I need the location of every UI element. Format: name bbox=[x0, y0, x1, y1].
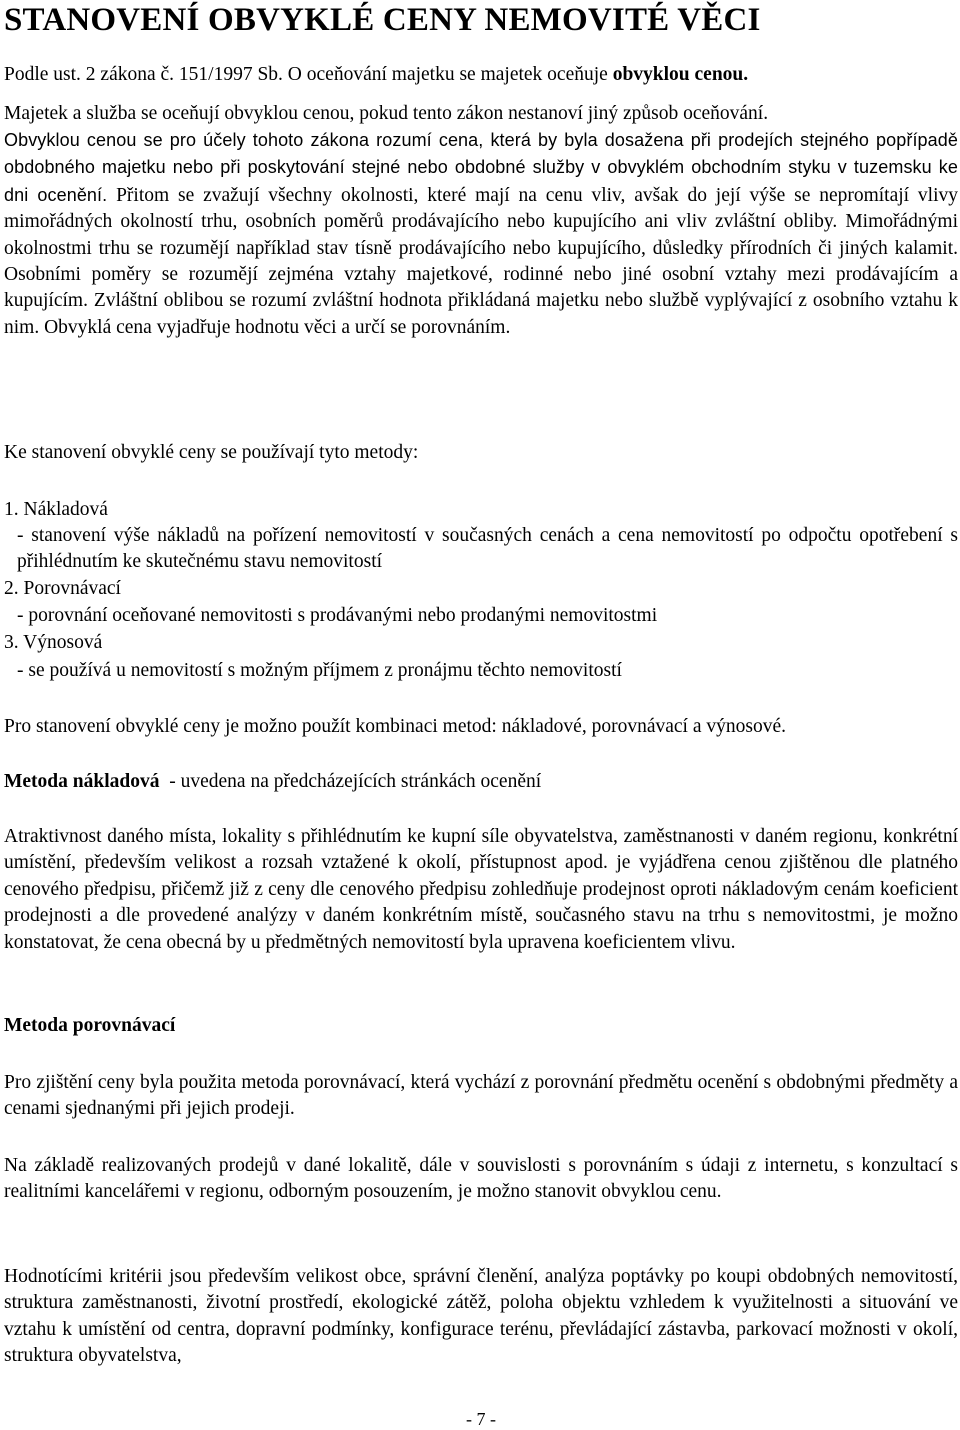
method-2-name: 2. Porovnávací bbox=[4, 578, 121, 599]
methods-intro: Ke stanovení obvyklé ceny se používají tyto metody: bbox=[4, 442, 419, 463]
comparative-paragraph-2: Na základě realizovaných prodejů v dané lokalitě, dále v souvislosti s porovnáním s údaji z internetu, s konzultací s realitními kancelářemi v regionu, odborným posouzením, je možno stanovit obvyklou cenu. bbox=[4, 1155, 958, 1203]
intro-line-1-bold: obvyklou cenou. bbox=[612, 64, 749, 85]
cost-method-note: - uvedena na předcházejících stránkách ocenění bbox=[159, 771, 542, 792]
intro-line-1-text: Podle ust. 2 zákona č. 151/1997 Sb. O oceňování majetku se majetek oceňuje bbox=[4, 64, 613, 85]
cost-method-paragraph: Atraktivnost daného místa, lokality s přihlédnutím ke kupní síle obyvatelstva, zaměstnanosti v daném regionu, konkrétní umístění, především velikost a rozsah vztažené k okolí, přístupnost apod. je vyjádřena cenou zjištěnou dle platného cenového předpisu, přičemž již z ceny dle cenového předpisu zohledňuje prodejnost oproti nákladovým cenám koeficient prodejnosti a dle provedené analýzy v daném konkrétním místě, současného stavu na trhu s nemovitostmi, je možno konstatovat, že cena obecná by u předmětných nemovitostí byla upravena koeficientem vlivu. bbox=[4, 826, 958, 953]
document-title: STANOVENÍ OBVYKLÉ CENY NEMOVITÉ VĚCI bbox=[4, 2, 761, 38]
method-3-name: 3. Výnosová bbox=[4, 632, 103, 653]
comparative-paragraph-3: Hodnotícími kritérii jsou především velikost obce, správní členění, analýza poptávky po koupi obdobných nemovitostí, struktura zaměstnanosti, životní prostředí, ekologické zátěž, poloha objektu vzhledem k využitelnosti a situování ve vztahu k umístění od centra, dopravní podmínky, konfigurace terénu, převládající zástavba, parkovací možnosti v okolí, struktura obyvatelstva, bbox=[4, 1266, 958, 1367]
method-1-desc: - stanovení výše nákladů na pořízení nemovitostí v současných cenách a cena nemovitostí po odpočtu opotřebení s přihlédnutím ke skutečnému stavu nemovitostí bbox=[17, 525, 958, 573]
comparative-paragraph-1: Pro zjištění ceny byla použita metoda porovnávací, která vychází z porovnání předmětu ocenění s obdobnými předměty a cenami sjednanými při jejich prodeji. bbox=[4, 1072, 958, 1120]
cost-method-heading: Metoda nákladová bbox=[4, 771, 160, 792]
intro-line-1 bbox=[4, 62, 958, 88]
page-number: - 7 - bbox=[466, 1409, 496, 1429]
method-2-desc: - porovnání oceňované nemovitosti s prodávanými nebo prodanými nemovitostmi bbox=[17, 605, 658, 626]
definition-sans-text: Obvyklou cenou se pro účely tohoto zákona rozumí cena, která by byla dosažena při prodejích stejného popřípadě obdobného majetku nebo při poskytování stejné nebo obdobné služby v obvyklém obchodním styku v tuzemsku ke dni ocenění. bbox=[4, 130, 958, 205]
comparative-method-heading bbox=[4, 1013, 958, 1039]
combination-text: Pro stanovení obvyklé ceny je možno použít kombinaci metod: nákladové, porovnávací a výnosové. bbox=[4, 716, 786, 737]
intro-line-2: Majetek a služba se oceňují obvyklou cenou, pokud tento zákon nestanoví jiný způsob oceňování. bbox=[4, 103, 769, 124]
comparative-method-heading-text: Metoda porovnávací bbox=[4, 1015, 176, 1036]
cost-method-heading-line bbox=[4, 769, 958, 795]
intro-definition-paragraph bbox=[4, 127, 958, 341]
definition-serif-text: Přitom se zvažují všechny okolnosti, které mají na cenu vliv, avšak do její výše se nepromítají vlivy mimořádných okolností trhu, osobních poměrů prodávajícího nebo kupujícího ani vliv zvláštní obliby. Mimořádnými okolnostmi trhu se rozumějí například stav tísně prodávajícího nebo kupujícího, důsledky přírodních či jiných kalamit. Osobními poměry se rozumějí zejména vztahy majetkové, rodinné nebo jiné osobní vztahy mezi prodávajícím a kupujícím. Zvláštní oblibou se rozumí zvláštní hodnota přikládaná majetku nebo službě vyplývající z osobního vztahu k nim. Obvyklá cena vyjadřuje hodnotu věci a určí se porovnáním. bbox=[4, 184, 959, 338]
method-1-name: 1. Nákladová bbox=[4, 499, 108, 520]
method-3-desc: - se používá u nemovitostí s možným příjmem z pronájmu těchto nemovitostí bbox=[17, 660, 622, 681]
